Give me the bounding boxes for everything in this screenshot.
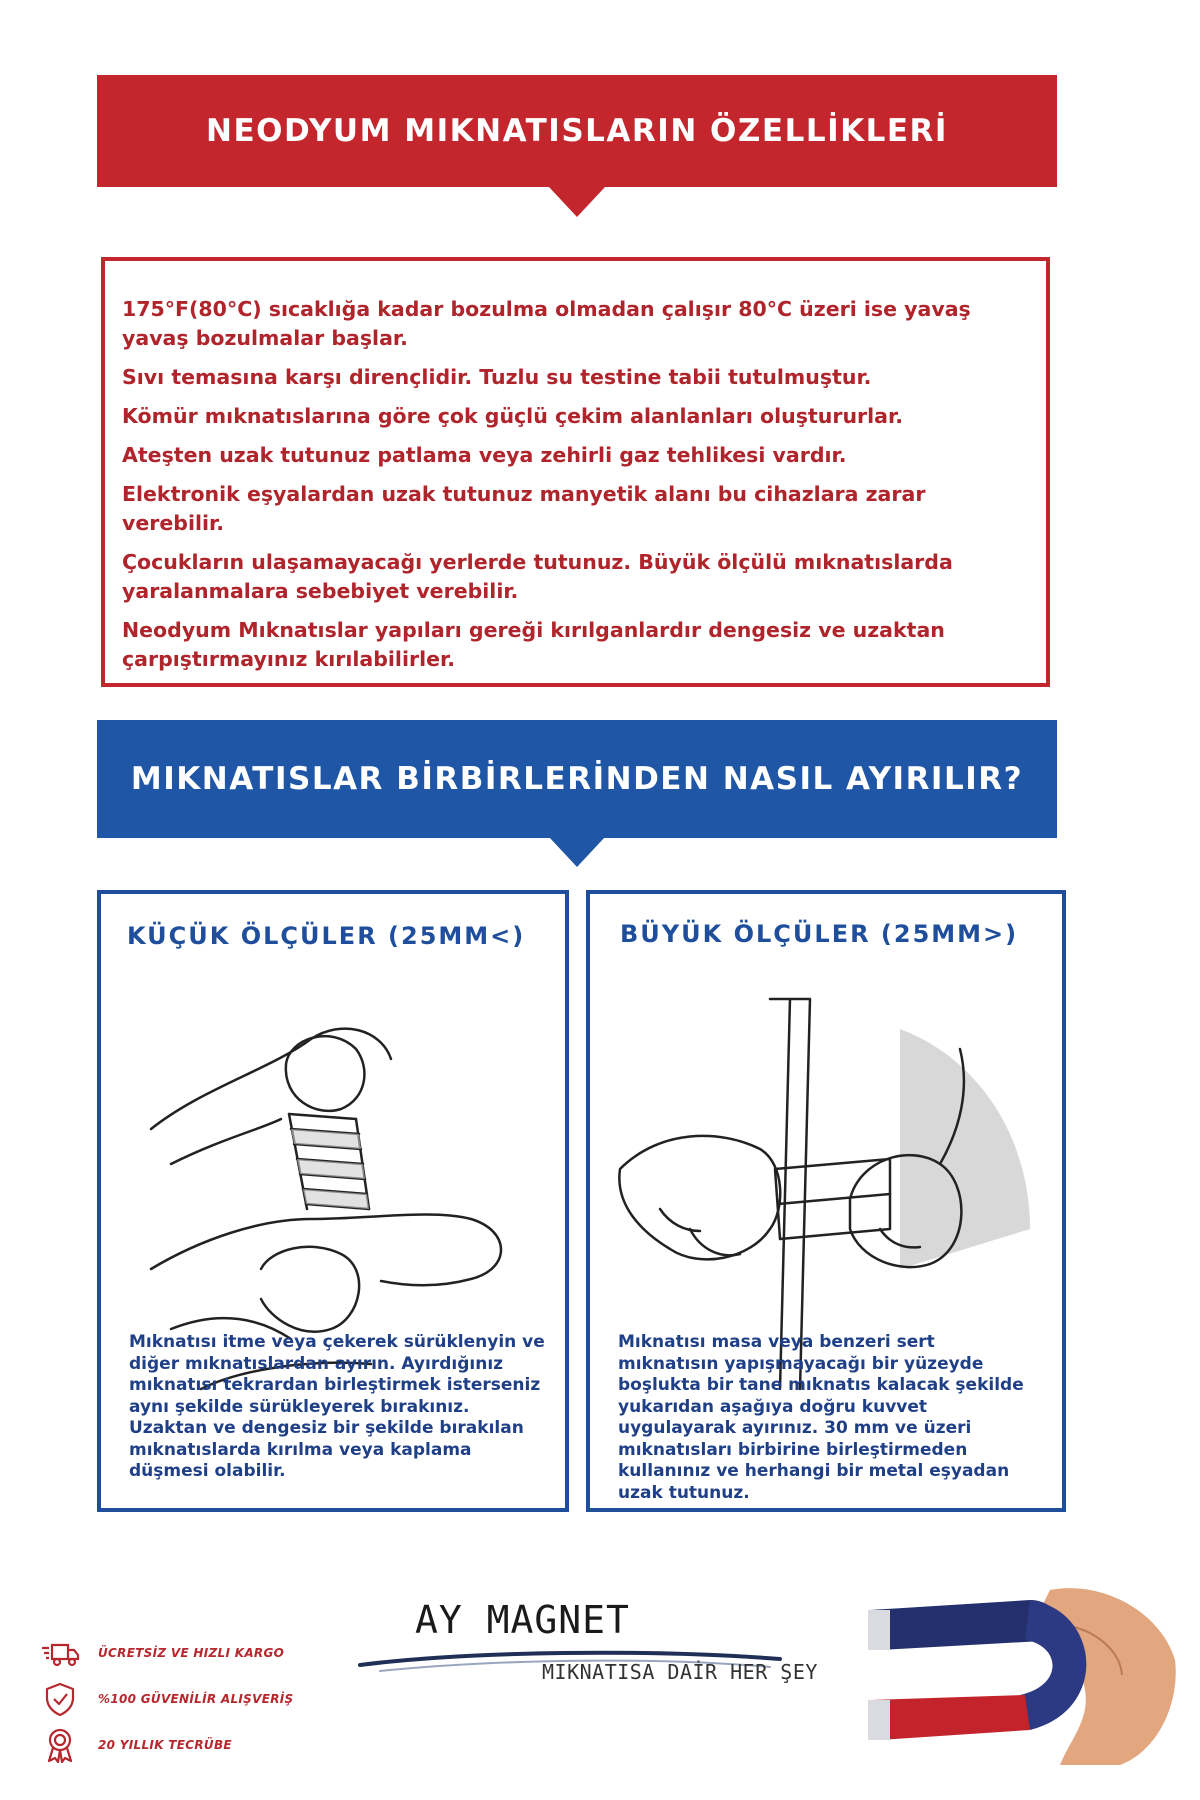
small-sizes-heading: KÜÇÜK ÖLÇÜLER (25MM<)	[127, 922, 526, 950]
property-item: 175°F(80°C) sıcaklığa kadar bozulma olmadan çalışır 80°C üzeri ise yavaş yavaş bozulmalar başlar.	[122, 297, 971, 350]
large-sizes-heading: BÜYÜK ÖLÇÜLER (25MM>)	[620, 920, 1019, 948]
award-rosette-icon	[40, 1727, 80, 1763]
badge-label: ÜCRETSİZ VE HIZLI KARGO	[98, 1646, 285, 1660]
horseshoe-magnet-hand-image	[860, 1570, 1180, 1770]
properties-box	[101, 257, 1050, 687]
badge-secure-shopping	[40, 1676, 340, 1722]
property-item: Ateşten uzak tutunuz patlama veya zehirli gaz tehlikesi vardır.	[122, 443, 847, 467]
large-sizes-description: Mıknatısı masa veya benzeri sert mıknatısın yapışmayacağı bir yüzeyde boşlukta bir tane mıknatıs kalacak şekilde yukarıdan aşağıya doğru kuvvet uygulayarak ayırınız. 30 mm ve üzeri mıknatısları birbirine birleştirmeden kullanınız ve herhangi bir metal eşyadan uzak tutunuz.	[618, 1332, 1024, 1503]
badge-free-shipping	[40, 1630, 340, 1676]
shield-check-icon	[40, 1681, 80, 1717]
small-sizes-panel	[97, 890, 569, 1512]
badge-label: 20 YILLIK TECRÜBE	[98, 1738, 232, 1752]
badge-experience	[40, 1722, 340, 1768]
property-item: Neodyum Mıknatıslar yapıları gereği kırılganlardır dengesiz ve uzaktan çarpıştırmayınız kırılabilirler.	[122, 618, 945, 671]
property-item: Çocukların ulaşamayacağı yerlerde tutunuz. Büyük ölçülü mıknatıslarda yaralanmalara sebebiyet verebilir.	[122, 550, 953, 603]
trust-badges	[40, 1630, 340, 1768]
properties-banner	[97, 75, 1057, 187]
large-sizes-panel	[586, 890, 1066, 1512]
separation-banner	[97, 720, 1057, 838]
brand-logo	[350, 1590, 850, 1710]
badge-label: %100 GÜVENİLİR ALIŞVERİŞ	[98, 1692, 294, 1706]
small-sizes-description: Mıknatısı itme veya çekerek sürüklenyin ve diğer mıknatıslardan ayırın. Ayırdığınız mıknatısı tekrardan birleştirmek isterseniz aynı şekilde sürükleyerek bırakınız. Uzaktan ve dengesiz bir şekilde bırakılan mıknatıslarda kırılma veya kaplama düşmesi olabilir.	[129, 1332, 545, 1481]
brand-name: AY MAGNET	[415, 1598, 630, 1642]
property-item: Kömür mıknatıslarına göre çok güçlü çekim alanlanları oluştururlar.	[122, 404, 903, 428]
fast-delivery-truck-icon	[40, 1635, 80, 1671]
properties-title: NEODYUM MIKNATISLARIN ÖZELLİKLERİ	[206, 113, 948, 149]
separation-title: MIKNATISLAR BİRBİRLERİNDEN NASIL AYIRILIR?	[130, 761, 1024, 797]
property-item: Sıvı temasına karşı dirençlidir. Tuzlu su testine tabii tutulmuştur.	[122, 365, 872, 389]
brand-slogan: MIKNATISA DAİR HER ŞEY	[542, 1660, 818, 1684]
property-item: Elektronik eşyalardan uzak tutunuz manyetik alanı bu cihazlara zarar verebilir.	[122, 482, 926, 535]
